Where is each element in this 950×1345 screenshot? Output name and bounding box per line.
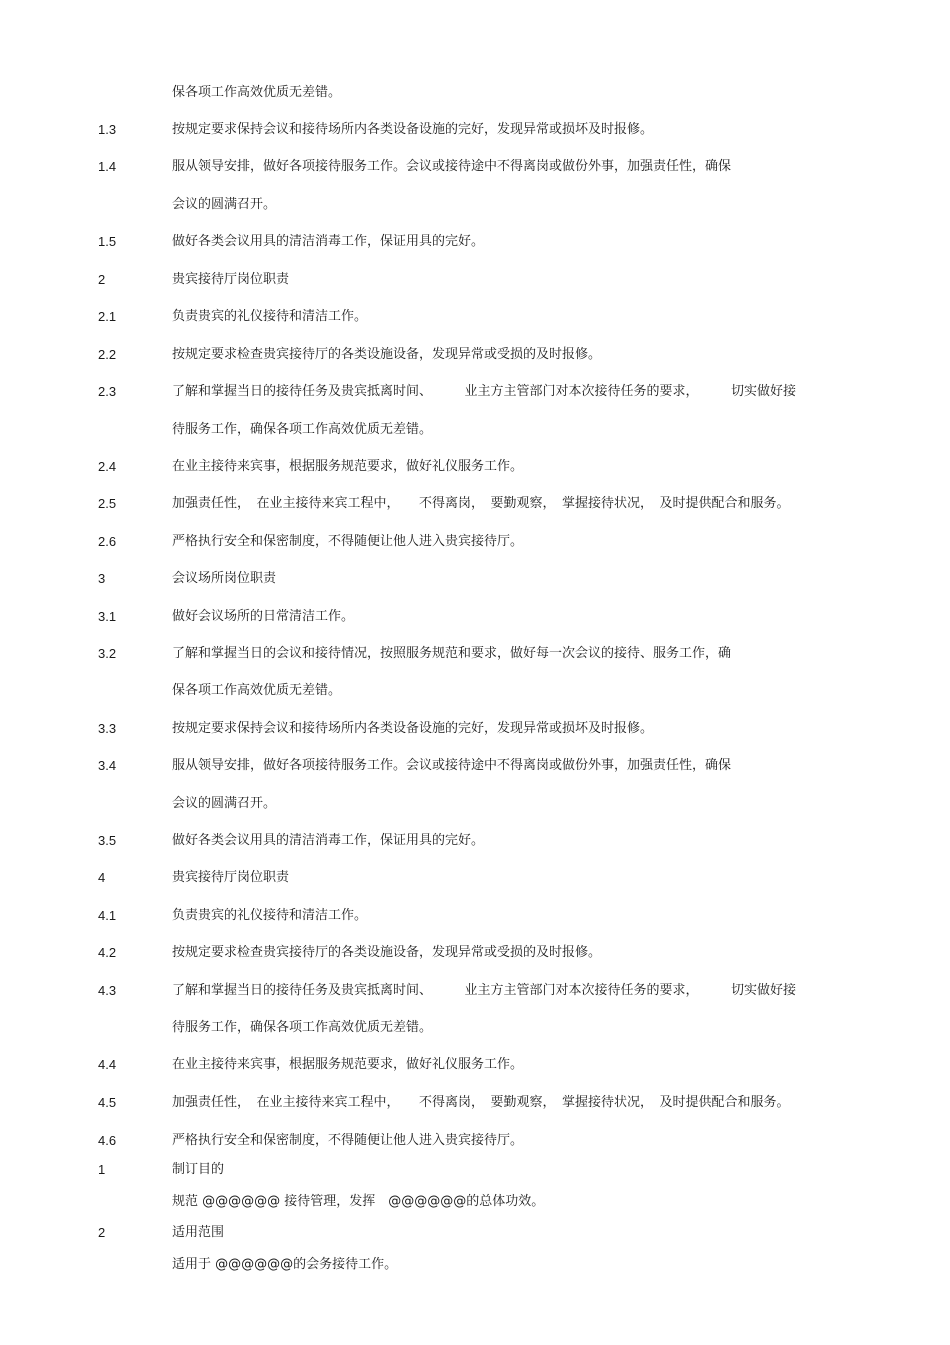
document-line	[0, 494, 950, 514]
section-number: 2.3	[98, 384, 117, 399]
line-text: 待服务工作，确保各项工作高效优质无差错。	[172, 422, 433, 437]
document-line	[0, 1255, 950, 1275]
line-text: 按规定要求检查贵宾接待厅的各类设施设备，发现异常或受损的及时报修。	[172, 945, 602, 960]
section-number: 1.5	[98, 234, 117, 249]
line-text: 了解和掌握当日的接待任务及贵宾抵离时间、 业主方主管部门对本次接待任务的要求， 切实做好接	[172, 983, 797, 998]
document-line	[0, 756, 950, 776]
line-text: 服从领导安排，做好各项接待服务工作。会议或接待途中不得离岗或做份外事，加强责任性，确保	[172, 159, 732, 174]
line-text: 了解和掌握当日的接待任务及贵宾抵离时间、 业主方主管部门对本次接待任务的要求， 切实做好接	[172, 384, 797, 399]
line-text: 会议的圆满召开。	[172, 796, 277, 811]
section-number: 4.3	[98, 983, 117, 998]
section-number: 3.1	[98, 609, 117, 624]
document-line	[0, 1055, 950, 1075]
section-number: 2.2	[98, 347, 117, 362]
document-line	[0, 1223, 950, 1243]
section-number: 3.5	[98, 833, 117, 848]
line-text: 按规定要求保持会议和接待场所内各类设备设施的完好，发现异常或损坏及时报修。	[172, 122, 654, 137]
line-text: 保各项工作高效优质无差错。	[172, 683, 342, 698]
section-number: 4.6	[98, 1133, 117, 1148]
document-line	[0, 831, 950, 851]
line-text: 贵宾接待厅岗位职责	[172, 272, 290, 287]
document-line	[0, 157, 950, 177]
document-line	[0, 794, 950, 814]
section-number: 4.1	[98, 908, 117, 923]
line-text: 做好各类会议用具的清洁消毒工作，保证用具的完好。	[172, 833, 485, 848]
section-number: 3	[98, 571, 106, 586]
line-text: 负责贵宾的礼仪接待和清洁工作。	[172, 309, 368, 324]
document-line	[0, 420, 950, 440]
line-text: 规范 @@@@@@ 接待管理，发挥 @@@@@@的总体功效。	[172, 1194, 545, 1209]
section-number: 1.3	[98, 122, 117, 137]
line-text: 会议场所岗位职责	[172, 571, 277, 586]
section-number: 2	[98, 272, 106, 287]
document-line	[0, 232, 950, 252]
document-line	[0, 382, 950, 402]
section-number: 4.5	[98, 1095, 117, 1110]
line-text: 了解和掌握当日的会议和接待情况，按照服务规范和要求，做好每一次会议的接待、服务工作，确	[172, 646, 732, 661]
section-number: 2.1	[98, 309, 117, 324]
document-line	[0, 943, 950, 963]
line-text: 贵宾接待厅岗位职责	[172, 870, 290, 885]
line-text: 保各项工作高效优质无差错。	[172, 85, 342, 100]
line-text: 做好会议场所的日常清洁工作。	[172, 609, 355, 624]
document-line	[0, 345, 950, 365]
line-text: 加强责任性， 在业主接待来宾工程中， 不得离岗， 要勤观察， 掌握接待状况， 及时提供配合和服务。	[172, 496, 790, 511]
line-text: 按规定要求保持会议和接待场所内各类设备设施的完好，发现异常或损坏及时报修。	[172, 721, 654, 736]
line-text: 适用范围	[172, 1225, 225, 1240]
section-number: 2.6	[98, 534, 117, 549]
line-text: 待服务工作，确保各项工作高效优质无差错。	[172, 1020, 433, 1035]
document-line	[0, 569, 950, 589]
line-text: 在业主接待来宾事，根据服务规范要求，做好礼仪服务工作。	[172, 459, 524, 474]
document-line	[0, 1160, 950, 1180]
document-line	[0, 270, 950, 290]
section-number: 2	[98, 1225, 106, 1240]
document-line	[0, 1131, 950, 1151]
document-line	[0, 607, 950, 627]
section-number: 4.4	[98, 1057, 117, 1072]
document-line	[0, 1192, 950, 1212]
document-line	[0, 906, 950, 926]
section-number: 2.5	[98, 496, 117, 511]
document-line	[0, 681, 950, 701]
section-number: 3.2	[98, 646, 117, 661]
section-number: 3.3	[98, 721, 117, 736]
line-text: 在业主接待来宾事，根据服务规范要求，做好礼仪服务工作。	[172, 1057, 524, 1072]
section-number: 4.2	[98, 945, 117, 960]
line-text: 适用于 @@@@@@的会务接待工作。	[172, 1257, 398, 1272]
line-text: 严格执行安全和保密制度，不得随便让他人进入贵宾接待厅。	[172, 534, 524, 549]
document-line	[0, 83, 950, 103]
document-line	[0, 719, 950, 739]
section-number: 4	[98, 870, 106, 885]
line-text: 会议的圆满召开。	[172, 197, 277, 212]
line-text: 负责贵宾的礼仪接待和清洁工作。	[172, 908, 368, 923]
section-number: 3.4	[98, 758, 117, 773]
document-line	[0, 868, 950, 888]
line-text: 服从领导安排，做好各项接待服务工作。会议或接待途中不得离岗或做份外事，加强责任性，确保	[172, 758, 732, 773]
section-number: 2.4	[98, 459, 117, 474]
document-line	[0, 1093, 950, 1113]
line-text: 严格执行安全和保密制度，不得随便让他人进入贵宾接待厅。	[172, 1133, 524, 1148]
document-line	[0, 307, 950, 327]
document-line	[0, 532, 950, 552]
document-line	[0, 195, 950, 215]
document-line	[0, 644, 950, 664]
document-line	[0, 1018, 950, 1038]
document-line	[0, 981, 950, 1001]
section-number: 1	[98, 1162, 106, 1177]
line-text: 加强责任性， 在业主接待来宾工程中， 不得离岗， 要勤观察， 掌握接待状况， 及时提供配合和服务。	[172, 1095, 790, 1110]
line-text: 做好各类会议用具的清洁消毒工作，保证用具的完好。	[172, 234, 485, 249]
line-text: 制订目的	[172, 1162, 225, 1177]
document-line	[0, 457, 950, 477]
document-line	[0, 120, 950, 140]
line-text: 按规定要求检查贵宾接待厅的各类设施设备，发现异常或受损的及时报修。	[172, 347, 602, 362]
section-number: 1.4	[98, 159, 117, 174]
